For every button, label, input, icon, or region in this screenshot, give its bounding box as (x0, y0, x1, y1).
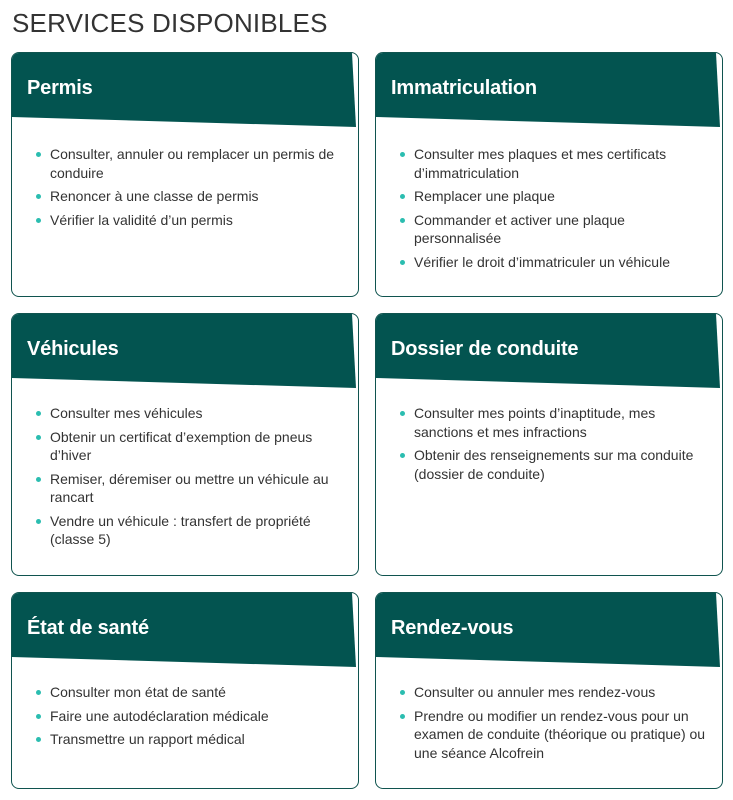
card-header (12, 314, 358, 386)
service-list (36, 404, 342, 554)
list-item[interactable] (36, 211, 342, 230)
service-list (400, 145, 706, 276)
card-immatriculation (375, 52, 723, 297)
service-link[interactable]: Transmettre un rapport médical (50, 731, 245, 747)
card-title: Permis (27, 77, 93, 99)
card-title: Immatriculation (391, 77, 537, 99)
list-item[interactable] (36, 683, 342, 702)
card-header (376, 53, 722, 125)
list-item[interactable] (36, 512, 342, 549)
card-title: Véhicules (27, 338, 119, 360)
card-vehicules (11, 313, 359, 576)
card-etat-de-sante (11, 592, 359, 789)
service-link[interactable]: Prendre ou modifier un rendez-vous pour un examen de conduite (théorique ou pratique) ou une séance Alcofrein (414, 707, 706, 761)
list-item[interactable] (400, 707, 706, 763)
service-link[interactable]: Consulter ou annuler mes rendez-vous (414, 684, 656, 700)
service-link[interactable]: Consulter, annuler ou remplacer un permis de conduire (50, 146, 335, 181)
list-item[interactable] (400, 187, 706, 206)
list-item[interactable] (36, 187, 342, 206)
service-link[interactable]: Consulter mes points d’inaptitude, mes sanctions et mes infractions (414, 405, 656, 440)
list-item[interactable] (36, 730, 342, 749)
list-item[interactable] (400, 683, 706, 702)
list-item[interactable] (400, 211, 706, 248)
card-header (12, 53, 358, 125)
service-link[interactable]: Vendre un véhicule : transfert de propriété (classe 5) (50, 512, 311, 547)
list-item[interactable] (36, 707, 342, 726)
card-title: État de santé (27, 617, 149, 639)
card-header (376, 314, 722, 386)
card-title: Rendez-vous (391, 617, 514, 639)
card-header (12, 593, 358, 665)
service-list (36, 683, 342, 754)
list-item[interactable] (36, 470, 342, 507)
card-title: Dossier de conduite (391, 338, 579, 360)
list-item[interactable] (36, 428, 342, 465)
list-item[interactable] (36, 145, 342, 182)
service-link[interactable]: Faire une autodéclaration médicale (50, 707, 269, 724)
service-list (36, 145, 342, 234)
card-header (376, 593, 722, 665)
service-link[interactable]: Vérifier le droit d’immatriculer un véhicule (414, 253, 670, 270)
service-link[interactable]: Vérifier la validité d’un permis (50, 211, 233, 228)
page-title: SERVICES DISPONIBLES (12, 8, 328, 38)
service-link[interactable]: Commander et activer une plaque personnalisée (414, 211, 625, 246)
list-item[interactable] (400, 404, 706, 441)
list-item[interactable] (400, 253, 706, 272)
card-permis (11, 52, 359, 297)
service-link[interactable]: Obtenir un certificat d’exemption de pneus d’hiver (50, 428, 313, 463)
service-list (400, 683, 706, 767)
service-link[interactable]: Remiser, déremiser ou mettre un véhicule au rancart (50, 470, 329, 505)
list-item[interactable] (400, 145, 706, 182)
service-link[interactable]: Consulter mes véhicules (50, 405, 203, 421)
list-item[interactable] (400, 446, 706, 483)
card-dossier-de-conduite (375, 313, 723, 576)
service-link[interactable]: Consulter mes plaques et mes certificats d’immatriculation (414, 146, 667, 181)
card-rendez-vous (375, 592, 723, 789)
service-link[interactable]: Renoncer à une classe de permis (50, 188, 259, 204)
service-list (400, 404, 706, 488)
service-link[interactable]: Consulter mon état de santé (50, 684, 226, 700)
list-item[interactable] (36, 404, 342, 423)
service-link[interactable]: Remplacer une plaque (414, 188, 555, 204)
service-link[interactable]: Obtenir des renseignements sur ma conduite (dossier de conduite) (414, 447, 694, 482)
